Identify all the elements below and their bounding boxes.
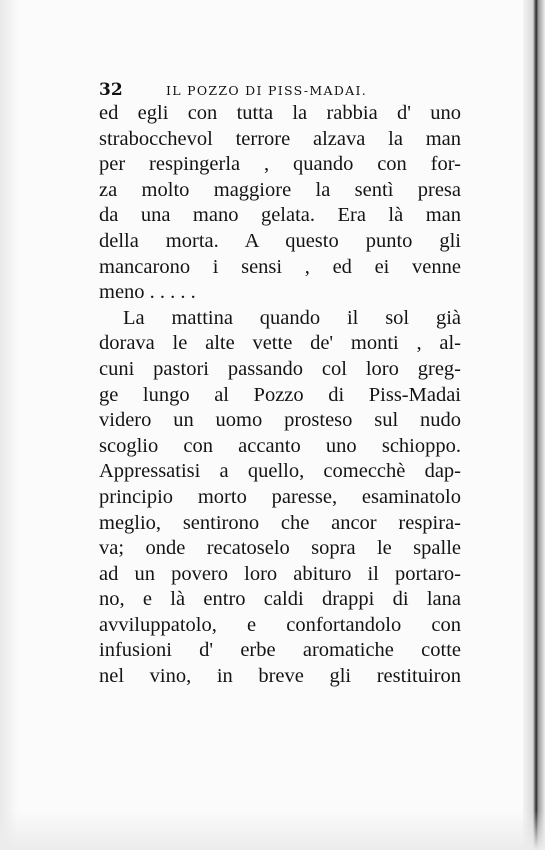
text-line: ad un povero loro abituro il portaro- bbox=[99, 562, 461, 585]
page-number: 32 bbox=[99, 80, 123, 100]
text-line: mancarono i sensi , ed ei venne bbox=[99, 255, 461, 278]
text-line: ed egli con tutta la rabbia d' uno bbox=[99, 102, 461, 124]
text-line: cuni pastori passando col loro greg- bbox=[99, 357, 461, 380]
text-line: scoglio con accanto uno schioppo. bbox=[99, 434, 461, 457]
running-head bbox=[99, 80, 461, 102]
text-line: meno . . . . . bbox=[99, 281, 196, 304]
text-line: dorava le alte vette de' monti , al- bbox=[99, 332, 461, 355]
text-line: per respingerla , quando con for- bbox=[99, 153, 461, 176]
text-line: Appressatisi a quello, comecchè dap- bbox=[99, 460, 461, 483]
text-line: strabocchevol terrore alzava la man bbox=[99, 127, 461, 150]
text-line: za molto maggiore la sentì presa bbox=[99, 178, 461, 201]
page-gutter-shadow bbox=[0, 0, 18, 850]
text-line: va; onde recatoselo sopra le spalle bbox=[99, 537, 461, 560]
text-line: della morta. A questo punto gli bbox=[99, 229, 461, 252]
body-text bbox=[99, 101, 461, 690]
page-bottom-shadow bbox=[0, 810, 545, 850]
text-line: meglio, sentirono che ancor respira- bbox=[99, 511, 461, 534]
page-edge bbox=[523, 0, 545, 850]
paragraph-first-line: La mattina quando il sol già bbox=[123, 306, 461, 329]
text-line: ge lungo al Pozzo di Piss-Madai bbox=[99, 383, 461, 406]
running-title: IL POZZO DI PISS-MADAI. bbox=[166, 83, 368, 98]
text-line: videro un uomo prosteso sul nudo bbox=[99, 409, 461, 432]
text-line: avviluppatolo, e confortandolo con bbox=[99, 613, 461, 636]
text-line: nel vino, in breve gli restituiron bbox=[99, 665, 461, 688]
text-line: infusioni d' erbe aromatiche cotte bbox=[99, 639, 461, 662]
text-line: principio morto paresse, esaminatolo bbox=[99, 485, 461, 508]
text-line: no, e là entro caldi drappi di lana bbox=[99, 588, 461, 611]
text-line: da una mano gelata. Era là man bbox=[99, 204, 461, 227]
